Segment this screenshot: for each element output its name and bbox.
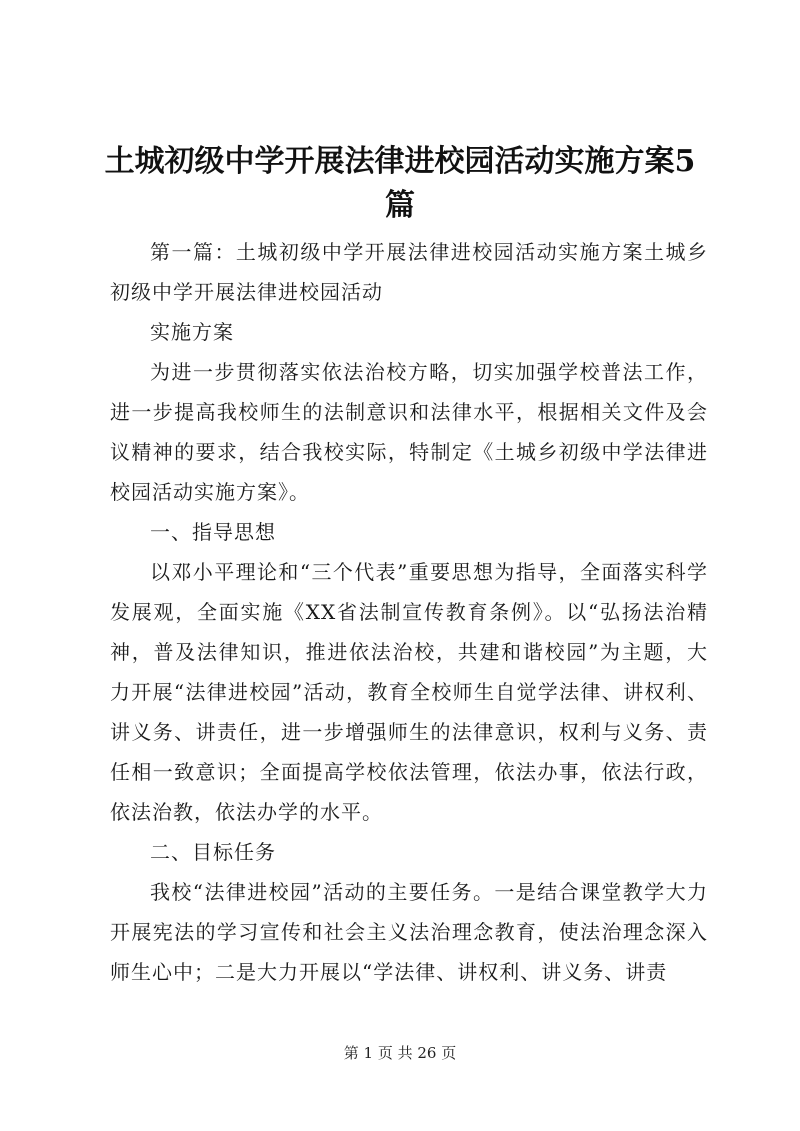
- document-title: 土城初级中学开展法律进校园活动实施方案5篇: [104, 144, 696, 223]
- paragraph-intro: 为进一步贯彻落实依法治校方略，切实加强学校普法工作，进一步提高我校师生的法制意识和法律水平，根据相关文件及会议精神的要求，结合我校实际，特制定《土城乡初级中学法律进校园活动实施方案》。: [110, 360, 708, 504]
- paragraph-objectives: 我校“法律进校园”活动的主要任务。一是结合课堂教学大力开展宪法的学习宣传和社会主义法治理念教育，使法治理念深入师生心中；二是大力开展以“学法律、讲权利、讲义务、讲责: [110, 880, 708, 984]
- paragraph-subtitle: 实施方案: [150, 320, 234, 344]
- heading-objectives: 二、目标任务: [150, 840, 276, 864]
- heading-guiding-ideology: 一、指导思想: [150, 520, 276, 544]
- paragraph-guiding-ideology: 以邓小平理论和“三个代表”重要思想为指导，全面落实科学发展观，全面实施《XX省法制宣传教育条例》。以“弘扬法治精神，普及法律知识，推进依法治校，共建和谐校园”为主题，大力开展“法律进校园”活动，教育全校师生自觉学法律、讲权利、讲义务、讲责任，进一步增强师生的法律意识，权利与义务、责任相一致意识；全面提高学校依法管理，依法办事，依法行政，依法治教，依法办学的水平。: [110, 560, 708, 824]
- document-body: [110, 232, 708, 992]
- paragraph-section-heading: 第一篇：土城初级中学开展法律进校园活动实施方案土城乡初级中学开展法律进校园活动: [110, 240, 708, 304]
- page-number-footer: 第 1 页 共 26 页: [343, 1044, 457, 1062]
